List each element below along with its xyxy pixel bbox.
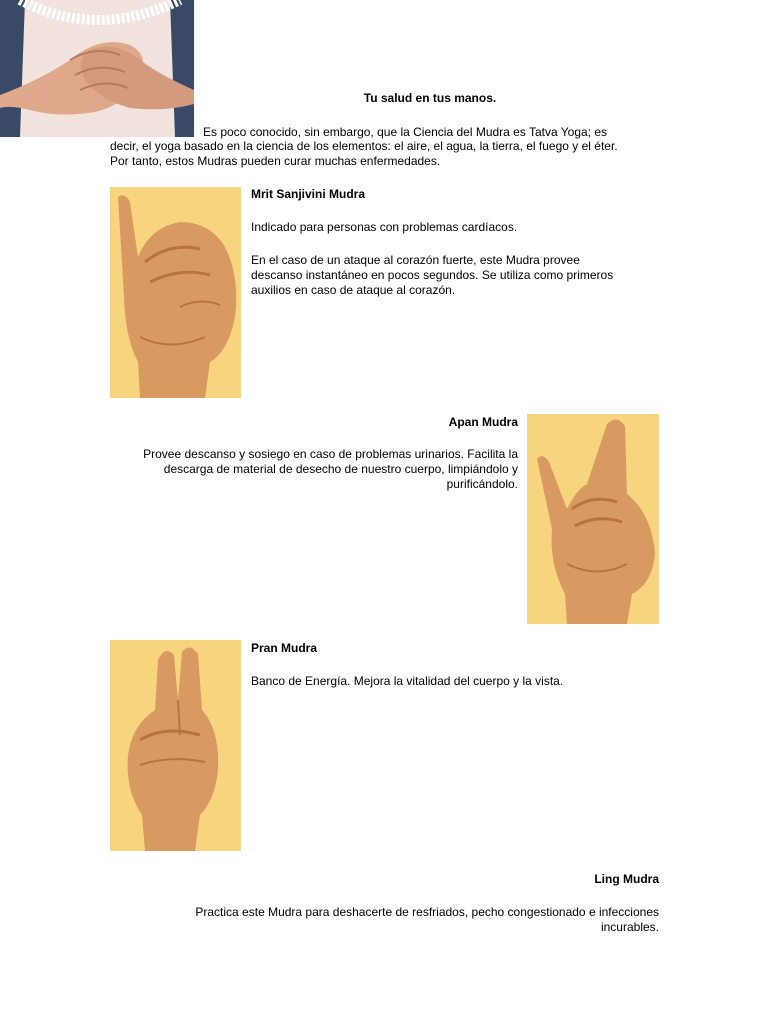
mudra-desc-line: Indicado para personas con problemas cardíacos. (251, 220, 518, 234)
pran-mudra-photo (110, 640, 241, 851)
mudra-desc-line: Provee descanso y sosiego en caso de problemas urinarios. Facilita la (143, 447, 518, 461)
intro-line-3: Por tanto, estos Mudras pueden curar muchas enfermedades. (110, 154, 441, 168)
mudra-desc-line: Banco de Energía. Mejora la vitalidad del cuerpo y la vista. (251, 674, 564, 688)
mudra-desc-line: Practica este Mudra para deshacerte de resfriados, pecho congestionado e infecciones (195, 905, 659, 919)
apan-mudra-photo (527, 414, 659, 624)
intro-line-2: decir, el yoga basado en la ciencia de los elementos: el aire, el agua, la tierra, el fuego y el éter. (110, 139, 618, 153)
clasped-hands-photo (0, 0, 194, 137)
mudra-desc-line: descarga de material de desecho de nuestro cuerpo, limpiándolo y (163, 462, 518, 476)
mudra-desc-line: auxilios en caso de ataque al corazón. (251, 283, 456, 297)
mudra-title-ling: Ling Mudra (594, 872, 659, 886)
mudra-title-apan: Apan Mudra (448, 415, 518, 429)
page-title: Tu salud en tus manos. (363, 91, 497, 105)
mudra-desc-line: descanso instantáneo en pocos segundos. Se utiliza como primeros (251, 268, 614, 282)
mudra-desc-line: incurables. (600, 920, 659, 934)
mrit-sanjivini-mudra-photo (110, 187, 241, 398)
mudra-desc-line: En el caso de un ataque al corazón fuerte, este Mudra provee (251, 253, 580, 267)
mudra-title-mrit-sanjivini: Mrit Sanjivini Mudra (251, 187, 366, 201)
intro-line-1: Es poco conocido, sin embargo, que la Ciencia del Mudra es Tatva Yoga; es (203, 125, 608, 139)
mudra-title-pran: Pran Mudra (251, 641, 318, 655)
mudra-desc-line: purificándolo. (446, 477, 518, 491)
